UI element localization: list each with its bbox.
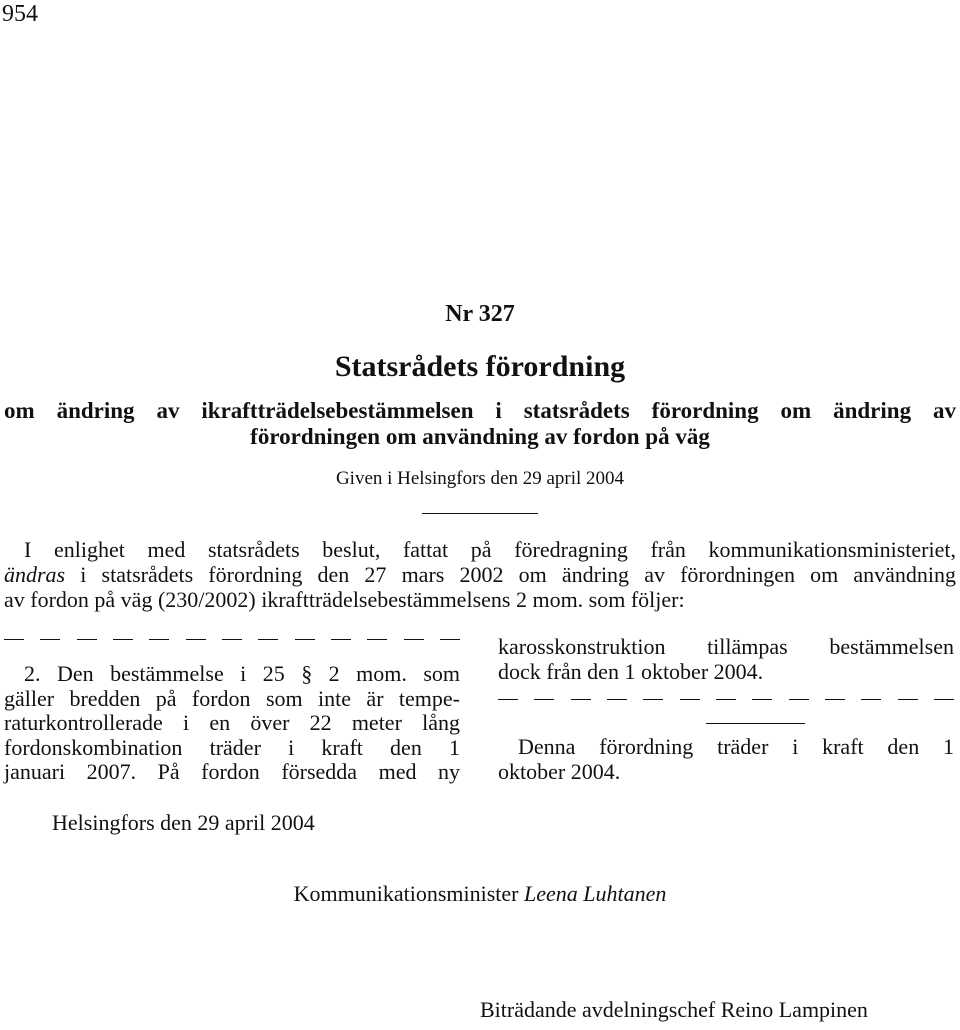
paragraph-line: oktober 2004. — [498, 758, 621, 784]
paragraph-line: raturkontrollerade i en över 22 meter lång — [4, 710, 460, 735]
official-signature: Biträdande avdelningschef Reino Lampinen — [480, 997, 868, 1022]
signing-place-date: Helsingfors den 29 april 2004 — [52, 810, 315, 835]
paragraph-line: 2. Den bestämmelse i 25 § 2 mom. som — [24, 661, 460, 686]
subtitle-line-1: om ändring av ikraftträdelsebestämmelsen i statsrådets förordning om ändring av — [4, 398, 956, 423]
preamble-emphasis: ändras — [4, 562, 66, 587]
left-column-text — [4, 662, 460, 785]
document-title: Statsrådets förordning — [334, 350, 626, 383]
right-column-text-bottom — [498, 735, 954, 784]
paragraph-line: karosskonstruktion tillämpas bestämmelsen — [498, 634, 954, 659]
paragraph-line: januari 2007. På fordon försedda med ny — [4, 759, 460, 784]
section-divider — [706, 723, 805, 724]
subtitle-line-2: förordningen om användning av fordon på väg — [250, 424, 710, 449]
minister-name: Leena Luhtanen — [524, 881, 667, 906]
omission-dashes-left — [4, 627, 460, 640]
paragraph-line: gäller bredden på fordon som inte är tempe- — [4, 685, 460, 711]
page-number: 954 — [2, 1, 38, 27]
paragraph-line: dock från den 1 oktober 2004. — [498, 658, 764, 684]
minister-title: Kommunikationsminister — [293, 881, 524, 906]
given-date: Given i Helsingfors den 29 april 2004 — [335, 468, 625, 489]
preamble-line-2-text: i statsrådets förordning den 27 mars 2002 om ändring av förordningen om användning — [65, 562, 956, 587]
document-subtitle — [4, 398, 956, 450]
preamble-line-1: I enlighet med statsrådets beslut, fattat på föredragning från kommunikationsministeriet, — [24, 537, 956, 562]
paragraph-line: fordonskombination träder i kraft den 1 — [4, 734, 460, 760]
right-column-text-top — [498, 635, 954, 684]
omission-dashes-right — [498, 687, 954, 700]
paragraph-line: Denna förordning träder i kraft den 1 — [518, 734, 954, 759]
minister-signature — [0, 881, 960, 907]
header-divider — [422, 513, 538, 514]
preamble — [4, 537, 956, 612]
preamble-line-3: av fordon på väg (230/2002) ikraftträdelsebestämmelsens 2 mom. som följer: — [4, 587, 685, 612]
statute-number: Nr 327 — [445, 301, 515, 327]
preamble-line-2 — [4, 562, 956, 587]
